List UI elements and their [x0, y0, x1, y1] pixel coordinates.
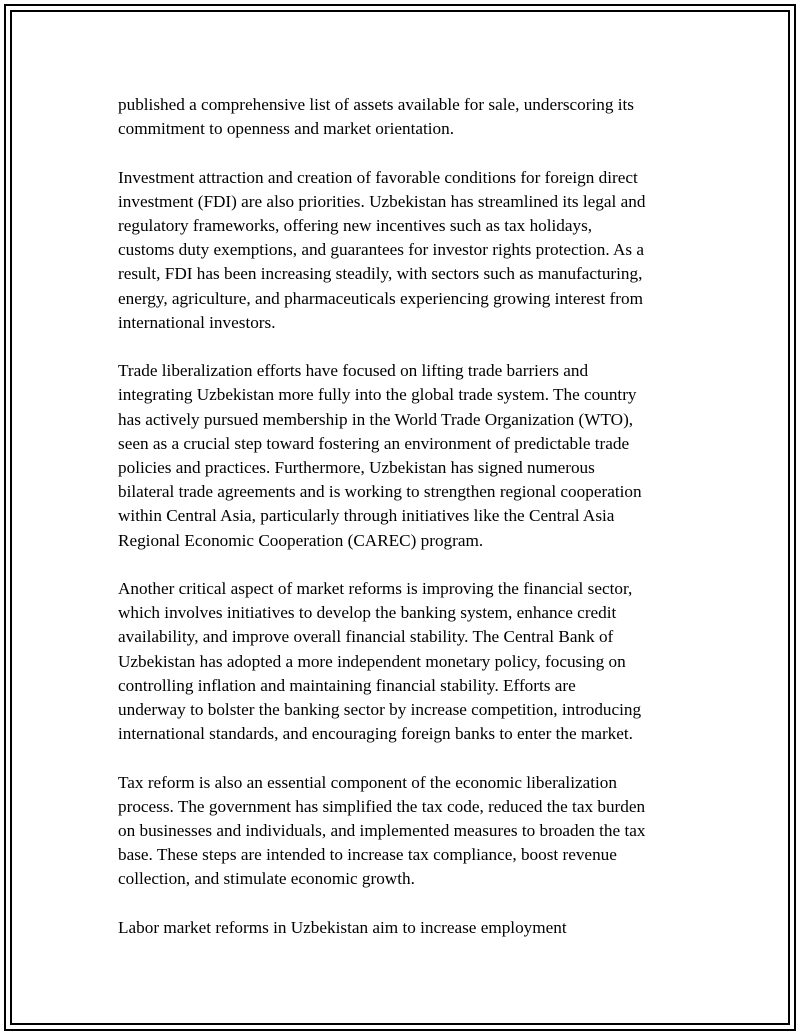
paragraph-trade-liberalization: Trade liberalization efforts have focused on lifting trade barriers and integrating Uzbekistan more fully into the global trade system. The country has actively pursued membership in the World Trade Organization (WTO), seen as a crucial step toward fostering an environment of predictable trade policies and practices. Furthermore, Uzbekistan has signed numerous bilateral trade agreements and is working to strengthen regional cooperation within Central Asia, particularly through initiatives like the Central Asia Regional Economic Cooperation (CAREC) program. — [118, 361, 642, 550]
paragraph-labor-market: Labor market reforms in Uzbekistan aim to increase employment — [118, 917, 567, 937]
paragraph-assets-list: published a comprehensive list of assets available for sale, underscoring its commitment to openness and market orientation. — [118, 95, 634, 139]
paragraph-financial-sector: Another critical aspect of market reforms is improving the financial sector, which involves initiatives to develop the banking system, enhance credit availability, and improve overall financial stability. The Central Bank of Uzbekistan has adopted a more independent monetary policy, focusing on controlling inflation and maintaining financial stability. Efforts are underway to bolster the banking sector by increase competition, introducing international standards, and encouraging foreign banks to enter the market. — [118, 579, 642, 744]
paragraph-investment-attraction: Investment attraction and creation of favorable conditions for foreign direct investment (FDI) are also priorities. Uzbekistan has streamlined its legal and regulatory frameworks, offering new incentives such as tax holidays, customs duty exemptions, and guarantees for investor rights protection. As a result, FDI has been increasing steadily, with sectors such as manufacturing, energy, agriculture, and pharmaceuticals experiencing growing interest from international investors. — [118, 167, 646, 332]
document-body — [118, 93, 688, 964]
paragraph-tax-reform: Tax reform is also an essential component of the economic liberalization process. The government has simplified the tax code, reduced the tax burden on businesses and individuals, and implemented measures to broaden the tax base. These steps are intended to increase tax compliance, boost revenue collection, and stimulate economic growth. — [118, 772, 646, 889]
